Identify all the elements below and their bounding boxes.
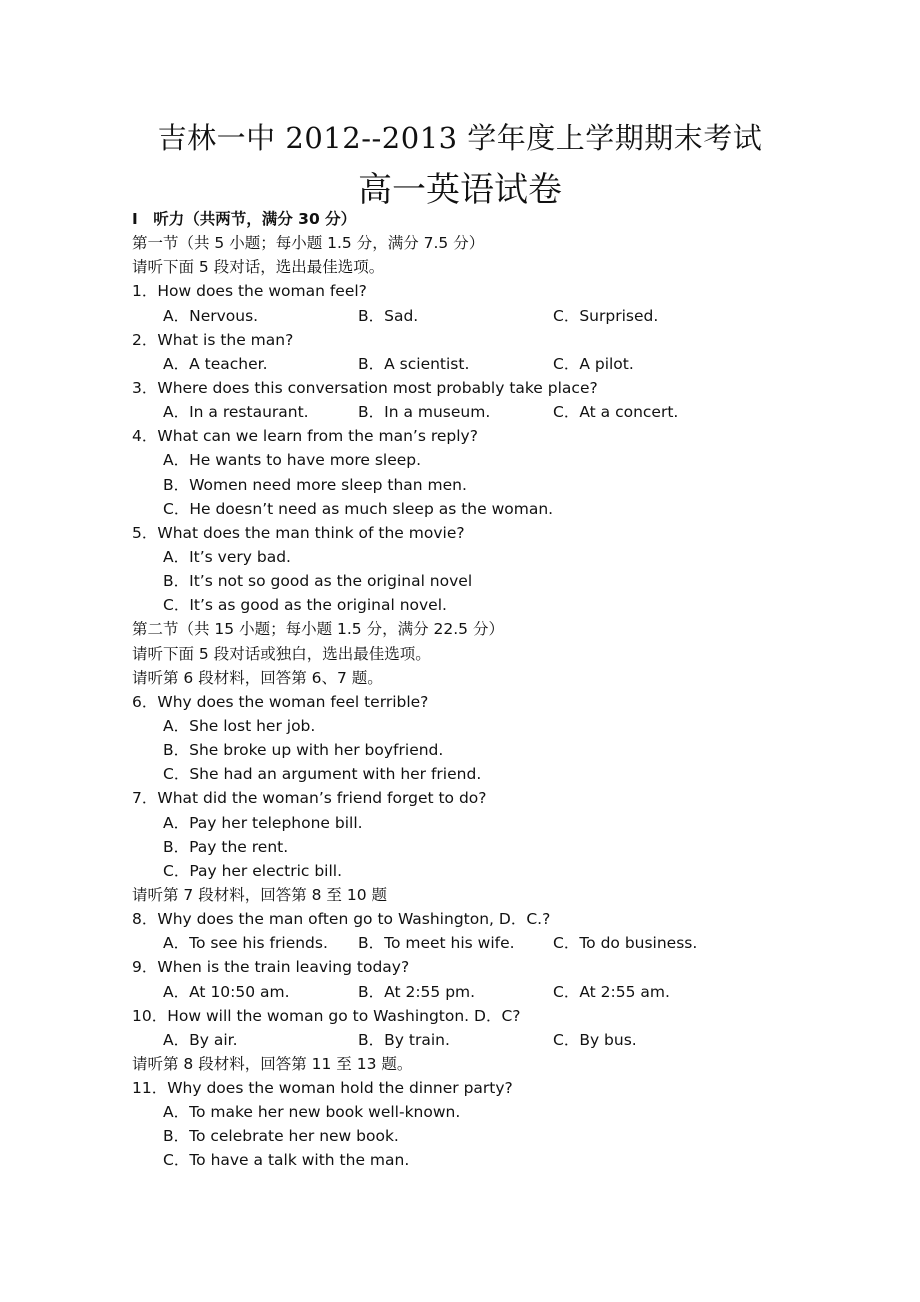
option-b[interactable]: B．She broke up with her boyfriend. [163,741,444,760]
option-c[interactable]: C．At a concert. [553,403,679,422]
option-c[interactable]: C．To do business. [553,934,698,953]
option-b[interactable]: B．Women need more sleep than men. [163,475,467,494]
question-6: 6．Why does the woman feel terrible? [132,692,429,711]
option-b[interactable]: B．Pay the rent. [163,837,289,856]
option-b[interactable]: B．In a museum. [358,403,491,422]
material-6-instruction: 请听第 6 段材料，回答第 6、7 题。 [132,668,383,687]
exam-subtitle: 高一英语试卷 [358,170,562,210]
part2-heading: 第二节（共 15 小题；每小题 1.5 分，满分 22.5 分） [132,620,504,639]
option-c[interactable]: C．By bus. [553,1030,637,1049]
part1-instruction: 请听下面 5 段对话，选出最佳选项。 [132,258,385,277]
option-c[interactable]: C．At 2:55 am. [553,982,670,1001]
section-heading: I 听力（共两节，满分 30 分） [132,210,357,228]
question-9-options [132,980,852,1004]
option-b[interactable]: B．It’s not so good as the original novel [163,572,473,591]
option-a[interactable]: A．Pay her telephone bill. [163,813,363,832]
question-10-options [132,1028,852,1052]
option-c[interactable]: C．To have a talk with the man. [163,1151,410,1170]
option-a[interactable]: A．By air. [163,1030,238,1049]
option-a[interactable]: A．He wants to have more sleep. [163,451,422,470]
option-b[interactable]: B．A scientist. [358,354,470,373]
exam-content [132,207,852,1173]
option-a[interactable]: A．At 10:50 am. [163,982,290,1001]
material-7-instruction: 请听第 7 段材料，回答第 8 至 10 题 [132,885,388,904]
option-a[interactable]: A．In a restaurant. [163,403,309,422]
question-10: 10．How will the woman go to Washington. D．C? [132,1006,521,1025]
option-b[interactable]: B．Sad. [358,306,419,325]
option-a[interactable]: A．To make her new book well-known. [163,1103,461,1122]
question-11: 11．Why does the woman hold the dinner party? [132,1079,513,1098]
option-b[interactable]: B．By train. [358,1030,450,1049]
option-c[interactable]: C．She had an argument with her friend. [163,765,482,784]
option-b[interactable]: B．At 2:55 pm. [358,982,476,1001]
material-8-instruction: 请听第 8 段材料，回答第 11 至 13 题。 [132,1054,413,1073]
part2-instruction: 请听下面 5 段对话或独白，选出最佳选项。 [132,644,431,663]
question-1-options [132,304,852,328]
question-8-options [132,931,852,955]
question-1: 1．How does the woman feel? [132,282,367,301]
part1-heading: 第一节（共 5 小题；每小题 1.5 分，满分 7.5 分） [132,234,485,253]
option-c[interactable]: C．Surprised. [553,306,659,325]
question-9: 9．When is the train leaving today? [132,958,410,977]
question-3: 3．Where does this conversation most probably take place? [132,378,598,397]
option-c[interactable]: C．Pay her electric bill. [163,861,343,880]
option-a[interactable]: A．A teacher. [163,354,268,373]
option-c[interactable]: C．A pilot. [553,354,634,373]
exam-title: 吉林一中 2012--2013 学年度上学期期末考试 [157,121,763,155]
question-8: 8．Why does the man often go to Washington, D．C.? [132,910,551,929]
option-a[interactable]: A．It’s very bad. [163,547,291,566]
option-c[interactable]: C．It’s as good as the original novel. [163,596,447,615]
question-7: 7．What did the woman’s friend forget to do? [132,789,487,808]
option-a[interactable]: A．She lost her job. [163,716,316,735]
option-b[interactable]: B．To celebrate her new book. [163,1127,399,1146]
question-2: 2．What is the man? [132,330,294,349]
question-3-options [132,400,852,424]
option-c[interactable]: C．He doesn’t need as much sleep as the woman. [163,499,554,518]
question-5: 5．What does the man think of the movie? [132,523,465,542]
option-a[interactable]: A．Nervous. [163,306,259,325]
option-a[interactable]: A．To see his friends. [163,934,328,953]
question-2-options [132,352,852,376]
option-b[interactable]: B．To meet his wife. [358,934,515,953]
question-4: 4．What can we learn from the man’s reply? [132,427,478,446]
